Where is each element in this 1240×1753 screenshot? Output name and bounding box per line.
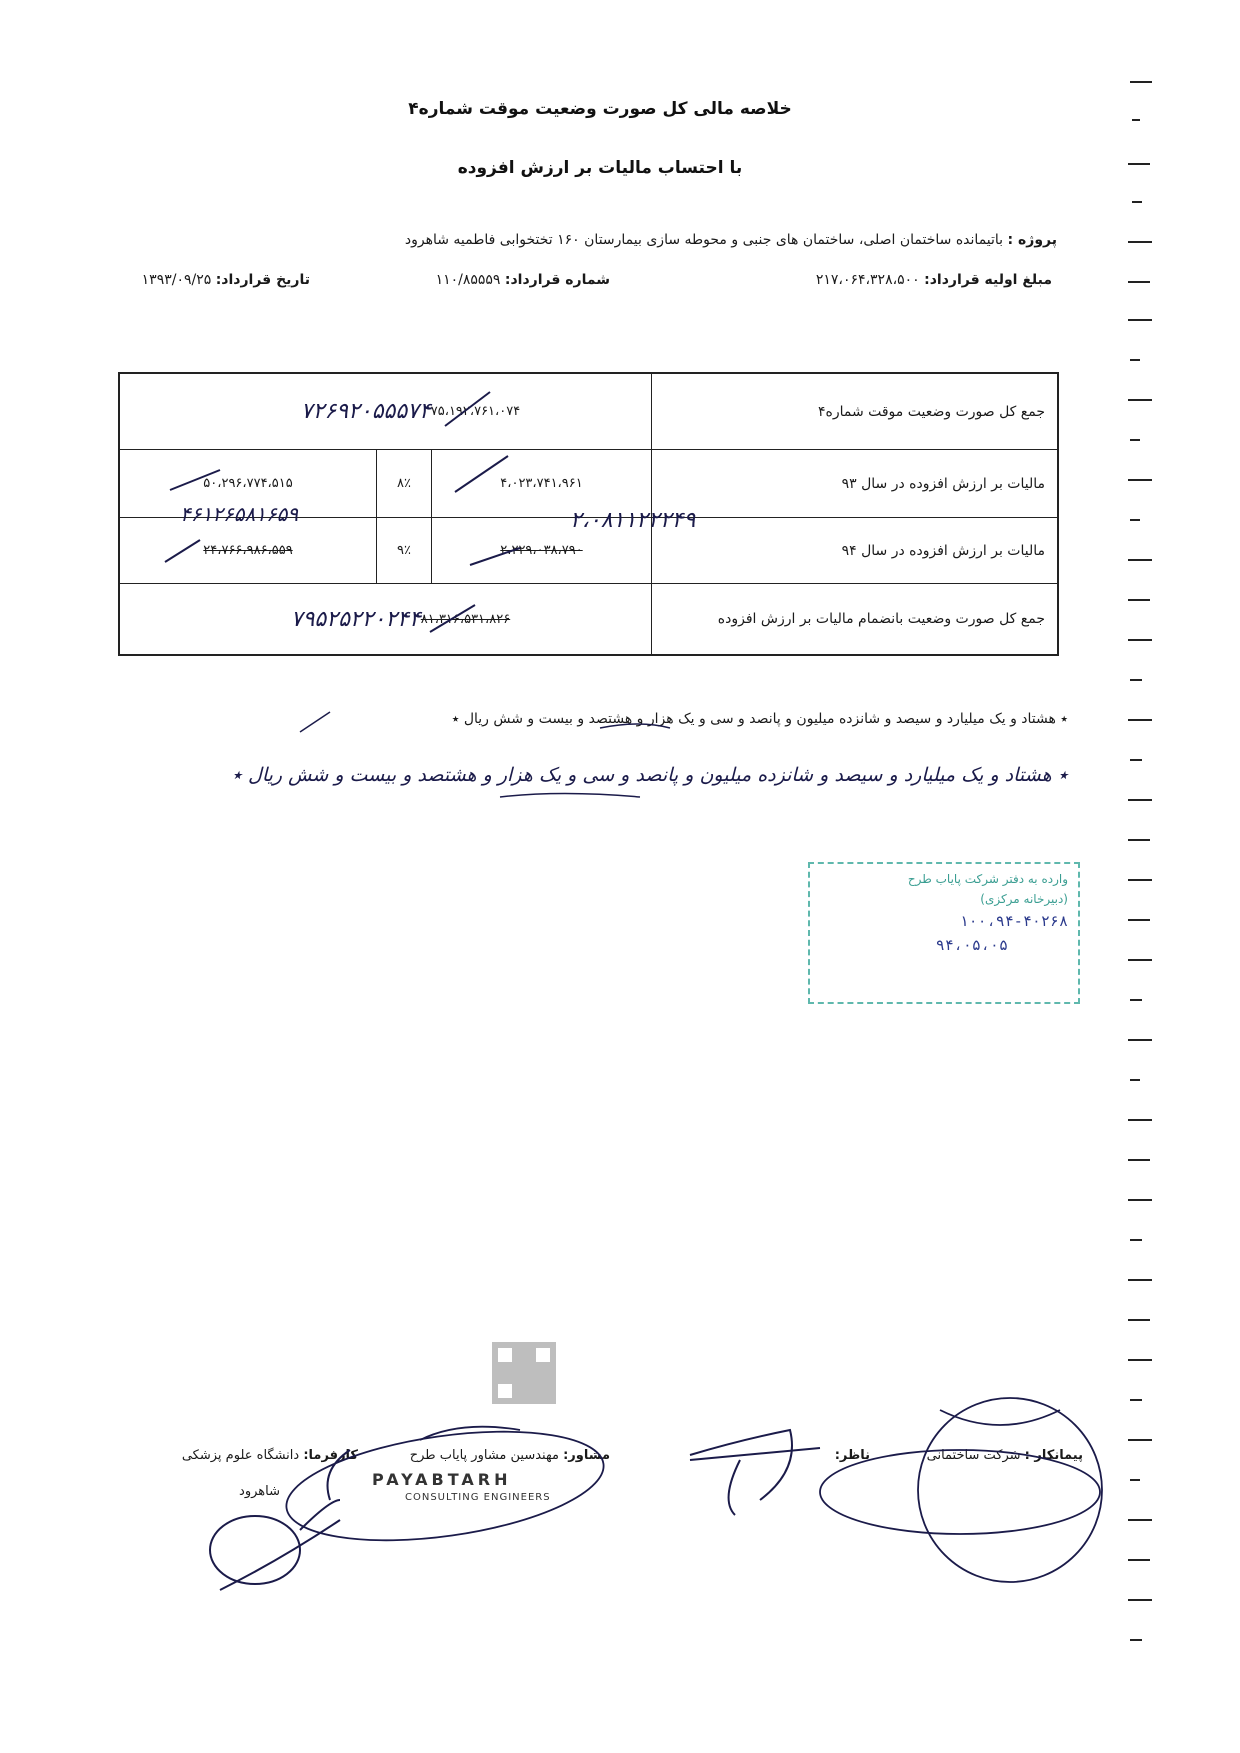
stamp-line1: وارده به دفتر شرکت پایاب طرح [907,872,1068,886]
checkmark-icon [165,392,520,632]
tax-amount: ۴،۰۲۳،۷۴۱،۹۶۱ [431,450,651,517]
row-label: مالیات بر ارزش افزوده در سال ۹۴ [651,518,1057,583]
contract-number-value: ۱۱۰/۸۵۵۵۹ [435,272,501,288]
initial-amount-value: ۲۱۷،۰۶۴،۳۲۸،۵۰۰ [815,272,920,288]
stamp-line2: (دبیرخانه مرکزی) [980,892,1068,906]
employer-signature [210,1450,350,1590]
stamp-number: ۱۰۰،۹۴-۴۰۲۶۸ [959,912,1068,930]
qr-code-icon [492,1342,556,1404]
consultant-logo: PAYABTARH [372,1470,512,1489]
corrected-total: ۷۲۶۹۲۰۵۵۵۷۴ [300,399,431,424]
row-label: جمع کل صورت وضعیت بانضمام مالیات بر ارزش افزوده [651,584,1057,654]
amount-in-words-handwritten: ٭ هشتاد و یک میلیارد و سیصد و شانزده میلیون و پانصد و سی و یک هزار و هشتصد و بیست و شش ریال ٭ [231,764,1068,786]
contract-date-value: ۱۳۹۳/۰۹/۲۵ [141,272,212,288]
stamp-date: ۹۴،۰۵،۰۵ [935,936,1008,954]
handwritten-correction-93: ۴۶۱۲۶۵۸۱۶۵۹ [180,502,299,526]
contractor-seal [820,1398,1102,1582]
underline-strokes [300,712,670,797]
project-label: پروژه : [1007,232,1057,248]
consultant-logo-sub: CONSULTING ENGINEERS [405,1492,551,1503]
tax-percent: ۹٪ [376,518,431,583]
document-title: خلاصه مالی کل صورت وضعیت موقت شماره۴ [408,99,792,119]
supervisor-signature-label: ناظر: [834,1448,870,1463]
contract-date-label: تاریخ قرارداد: [215,272,310,288]
initial-amount-label: مبلغ اولیه قرارداد: [924,272,1052,288]
consultant-seal [280,1414,611,1558]
tax-base: ۵۰،۲۹۶،۷۷۴،۵۱۵ [203,476,293,491]
consultant-signature-label: مشاور: مهندسین مشاور پایاب طرح [409,1448,610,1463]
printed-grand-total: ۸۱،۳۱۶،۵۳۱،۸۲۶ [420,611,511,627]
supervisor-signature [690,1430,820,1515]
amount-in-words-printed: ٭ هشتاد و یک میلیارد و سیصد و شانزده میلیون و پانصد و سی و یک هزار و هشتصد و بیست و شش ریال ٭ [451,711,1068,727]
corrected-grand-total: ۷۹۵۲۵۲۲۰۲۴۴ [290,606,421,632]
printed-total: ۷۵،۱۹۲،۷۶۱،۰۷۴ [430,404,521,419]
document-subtitle: با احتساب مالیات بر ارزش افزوده [457,158,743,178]
handwritten-correction-94: ۲،۰۸۱۱۲۲۲۴۹ [570,508,696,533]
tax-amount-struck: ۲،۲۲۹،۰۳۸،۷۹۰ [500,543,583,558]
margin-tick-marks [1128,82,1152,1640]
contract-number-label: شماره قرارداد: [504,272,610,288]
row-label: مالیات بر ارزش افزوده در سال ۹۳ [651,450,1057,517]
tax-base-struck: ۲۴،۷۶۶،۹۸۶،۵۵۹ [203,543,293,558]
row-label: جمع کل صورت وضعیت موقت شماره۴ [651,374,1057,449]
employer-signature-label: کارفرما: دانشگاه علوم پزشکی [181,1448,358,1463]
project-value: باتیمانده ساختمان اصلی، ساختمان های جنبی و محوطه سازی بیمارستان ۱۶۰ تختخوابی فاطمیه شاهرود [404,232,1004,248]
employer-city: شاهرود [239,1484,280,1499]
contractor-signature-label: پیمانکار : شرکت ساختمانی [926,1448,1083,1463]
tax-percent: ۸٪ [376,450,431,517]
